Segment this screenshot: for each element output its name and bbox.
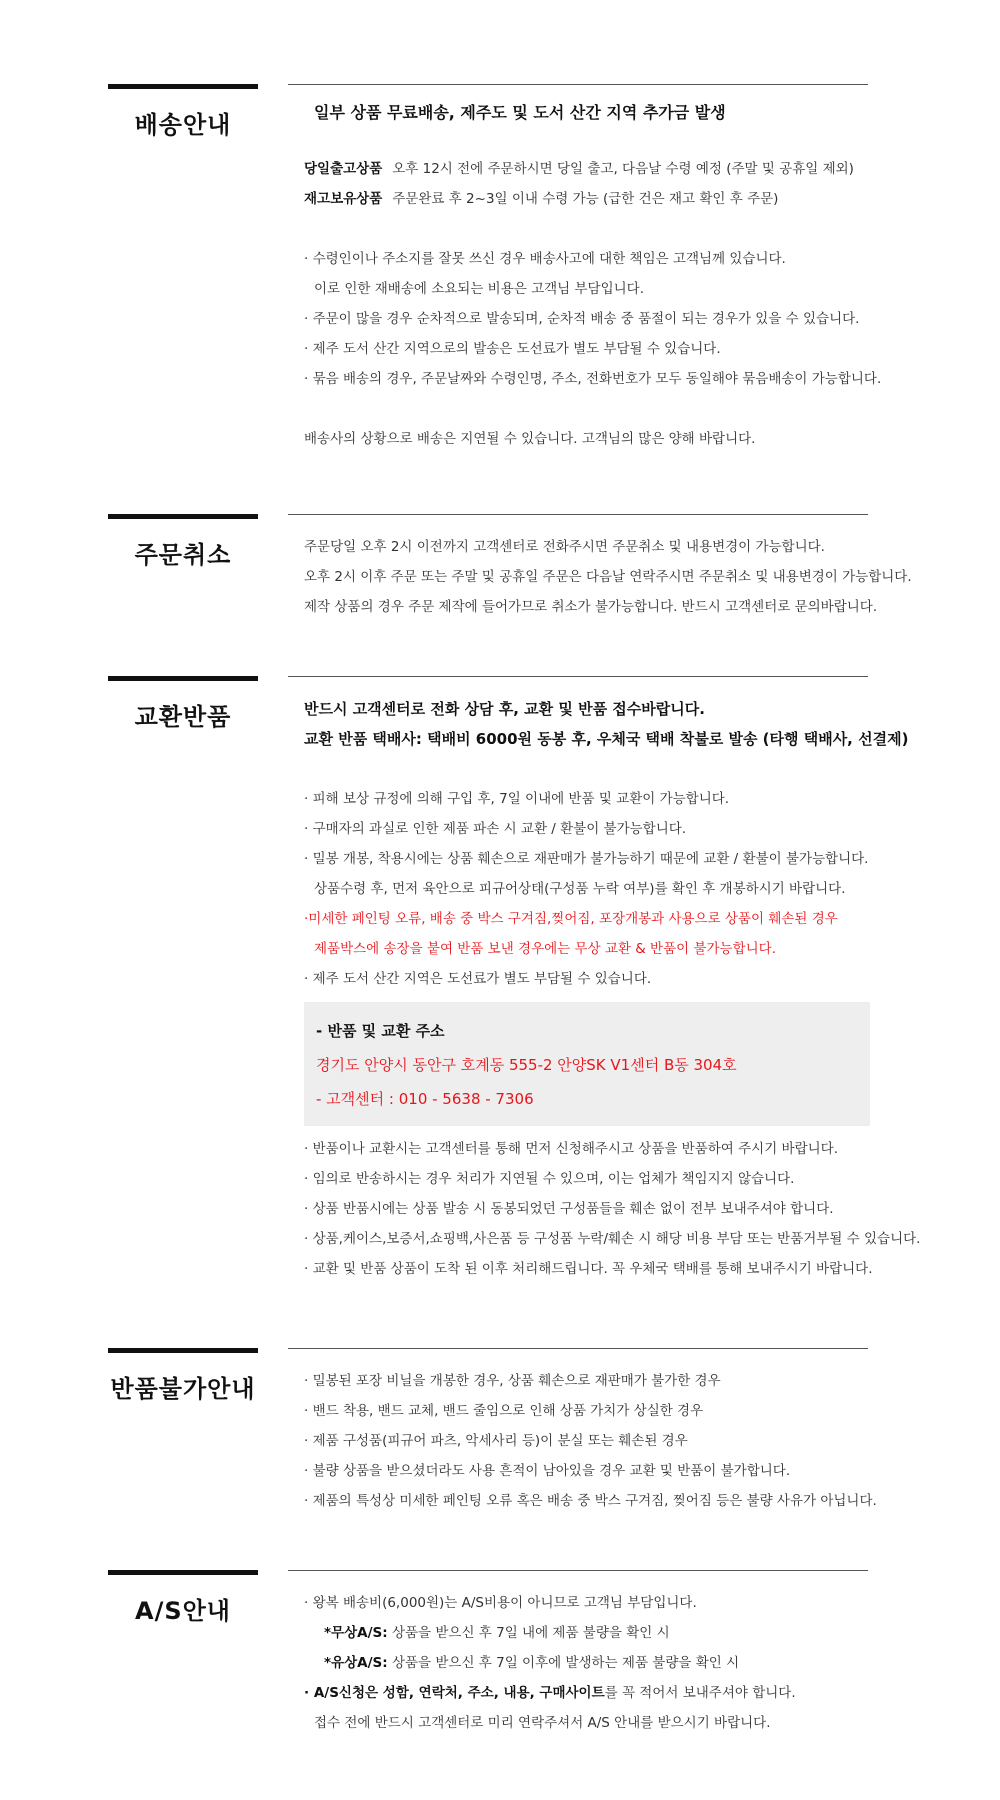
exchange-warning: 제품박스에 송장을 붙여 반품 보낸 경우에는 무상 교환 & 반품이 불가능합니다. — [314, 941, 777, 957]
as-free-line — [304, 1618, 944, 1648]
exchange-content — [304, 694, 944, 1284]
noreturn-note: · 제품의 특성상 미세한 페인팅 오류 혹은 배송 중 박스 구겨짐, 찢어짐 등은 불량 사유가 아닙니다. — [304, 1493, 877, 1509]
shipping-row — [304, 154, 944, 184]
row-text: 오후 12시 전에 주문하시면 당일 출고, 다음날 수령 예정 (주말 및 공휴일 제외) — [392, 161, 854, 177]
as-paid-line — [304, 1648, 944, 1678]
shipping-note: · 수령인이나 주소지를 잘못 쓰신 경우 배송사고에 대한 책임은 고객님께 있습니다. — [304, 251, 786, 267]
row-text: 주문완료 후 2~3일 이내 수령 가능 (급한 건은 재고 확인 후 주문) — [392, 191, 779, 207]
exchange-note: · 구매자의 과실로 인한 제품 파손 시 교환 / 환불이 불가능합니다. — [304, 821, 687, 837]
content-divider — [288, 1570, 868, 1571]
as-request-line — [304, 1678, 944, 1708]
paid-as-label: *유상A/S: — [324, 1655, 388, 1671]
shipping-content — [304, 98, 944, 454]
as-request-bold: · A/S신청은 성함, 연락처, 주소, 내용, 구매사이트 — [304, 1685, 605, 1701]
cancel-line: 주문당일 오후 2시 이전까지 고객센터로 전화주시면 주문취소 및 내용변경이 가능합니다. — [304, 539, 825, 555]
exchange-after-note: · 교환 및 반품 상품이 도착 된 이후 처리해드립니다. 꼭 우체국 택배를 통해 보내주시기 바랍니다. — [304, 1261, 873, 1277]
free-as-text: 상품을 받으신 후 7일 내에 제품 불량을 확인 시 — [391, 1625, 670, 1641]
shipping-title-block — [108, 84, 258, 140]
title-bar — [108, 676, 258, 681]
content-divider — [288, 1348, 868, 1349]
exchange-after-note: · 반품이나 교환시는 고객센터를 통해 먼저 신청해주시고 상품을 반품하여 주시기 바랍니다. — [304, 1141, 839, 1157]
shipping-content-line-block — [288, 84, 868, 85]
exchange-content-line-block — [288, 676, 868, 677]
content-divider — [288, 514, 868, 515]
exchange-after-note: · 임의로 반송하시는 경우 처리가 지연될 수 있으며, 이는 업체가 책임지지 않습니다. — [304, 1171, 795, 1187]
exchange-note: · 밀봉 개봉, 착용시에는 상품 훼손으로 재판매가 불가능하기 때문에 교환 / 환불이 불가능합니다. — [304, 851, 869, 867]
noreturn-note: · 밀봉된 포장 비닐을 개봉한 경우, 상품 훼손으로 재판매가 불가한 경우 — [304, 1373, 721, 1389]
as-title-block — [108, 1570, 258, 1626]
address-box-title: - 반품 및 교환 주소 — [316, 1022, 445, 1040]
content-divider — [288, 676, 868, 677]
cancel-title-block — [108, 514, 258, 570]
shipping-note: · 제주 도서 산간 지역으로의 발송은 도선료가 별도 부담될 수 있습니다. — [304, 341, 721, 357]
cancel-content — [304, 532, 944, 622]
exchange-note: · 제주 도서 산간 지역은 도선료가 별도 부담될 수 있습니다. — [304, 971, 652, 987]
row-label: 당일출고상품 — [304, 161, 383, 177]
exchange-headline: 반드시 고객센터로 전화 상담 후, 교환 및 반품 접수바랍니다. — [304, 700, 705, 718]
shipping-footer: 배송사의 상황으로 배송은 지연될 수 있습니다. 고객님의 많은 양해 바랍니다. — [304, 431, 756, 447]
exchange-after-note: · 상품,케이스,보증서,쇼핑백,사은품 등 구성품 누락/훼손 시 해당 비용 부담 또는 반품거부될 수 있습니다. — [304, 1231, 921, 1247]
return-address: 경기도 안양시 동안구 호계동 555-2 안양SK V1센터 B동 304호 — [316, 1056, 737, 1074]
section-title: 주문취소 — [134, 541, 232, 569]
noreturn-note: · 밴드 착용, 밴드 교체, 밴드 줄임으로 인해 상품 가치가 상실한 경우 — [304, 1403, 704, 1419]
section-title: 반품불가안내 — [110, 1375, 256, 1403]
exchange-after-note: · 상품 반품시에는 상품 발송 시 동봉되었던 구성품들을 훼손 없이 전부 보내주셔야 합니다. — [304, 1201, 834, 1217]
cancel-content-line-block — [288, 514, 868, 515]
content-divider — [288, 84, 868, 85]
title-bar — [108, 1348, 258, 1353]
row-label: 재고보유상품 — [304, 191, 383, 207]
title-bar — [108, 84, 258, 89]
section-title: 배송안내 — [134, 111, 232, 139]
paid-as-text: 상품을 받으신 후 7일 이후에 발생하는 제품 불량을 확인 시 — [391, 1655, 740, 1671]
noreturn-content — [304, 1366, 944, 1516]
noreturn-note: · 불량 상품을 받으셨더라도 사용 흔적이 남아있을 경우 교환 및 반품이 불가합니다. — [304, 1463, 791, 1479]
title-bar — [108, 1570, 258, 1575]
cancel-line: 오후 2시 이후 주문 또는 주말 및 공휴일 주문은 다음날 연락주시면 주문취소 및 내용변경이 가능합니다. — [304, 569, 912, 585]
shipping-note: 이로 인한 재배송에 소요되는 비용은 고객님 부담입니다. — [314, 281, 644, 297]
customer-center-phone: - 고객센터 : 010 - 5638 - 7306 — [316, 1090, 534, 1108]
exchange-headline: 교환 반품 택배사: 택배비 6000원 동봉 후, 우체국 택배 착불로 발송 (타행 택배사, 선결제) — [304, 730, 909, 748]
as-content-line-block — [288, 1570, 868, 1571]
cancel-line: 제작 상품의 경우 주문 제작에 들어가므로 취소가 불가능합니다. 반드시 고객센터로 문의바랍니다. — [304, 599, 878, 615]
as-line: · 왕복 배송비(6,000원)는 A/S비용이 아니므로 고객님 부담입니다. — [304, 1595, 697, 1611]
title-bar — [108, 514, 258, 519]
exchange-title-block — [108, 676, 258, 732]
exchange-note: 상품수령 후, 먼저 육안으로 피규어상태(구성품 누락 여부)를 확인 후 개봉하시기 바랍니다. — [314, 881, 846, 897]
noreturn-note: · 제품 구성품(피규어 파츠, 악세사리 등)이 분실 또는 훼손된 경우 — [304, 1433, 688, 1449]
noreturn-title-block — [108, 1348, 258, 1404]
as-request-rest: 를 꼭 적어서 보내주셔야 합니다. — [604, 1685, 796, 1701]
exchange-warning: ·미세한 페인팅 오류, 배송 중 박스 구겨짐,찢어짐, 포장개봉과 사용으로 상품이 훼손된 경우 — [304, 911, 838, 927]
free-as-label: *무상A/S: — [324, 1625, 388, 1641]
shipping-headline: 일부 상품 무료배송, 제주도 및 도서 산간 지역 추가금 발생 — [314, 103, 726, 122]
as-line: 접수 전에 반드시 고객센터로 미리 연락주셔서 A/S 안내를 받으시기 바랍니다. — [314, 1715, 771, 1731]
shipping-row — [304, 184, 944, 214]
shipping-note: · 묶음 배송의 경우, 주문날짜와 수령인명, 주소, 전화번호가 모두 동일해야 묶음배송이 가능합니다. — [304, 371, 882, 387]
section-title: 교환반품 — [134, 703, 232, 731]
section-title: A/S안내 — [135, 1597, 231, 1625]
shipping-note: · 주문이 많을 경우 순차적으로 발송되며, 순차적 배송 중 품절이 되는 경우가 있을 수 있습니다. — [304, 311, 860, 327]
noreturn-content-line-block — [288, 1348, 868, 1349]
as-content — [304, 1588, 944, 1738]
return-address-box — [304, 1002, 870, 1126]
exchange-note: · 피해 보상 규정에 의해 구입 후, 7일 이내에 반품 및 교환이 가능합니다. — [304, 791, 730, 807]
